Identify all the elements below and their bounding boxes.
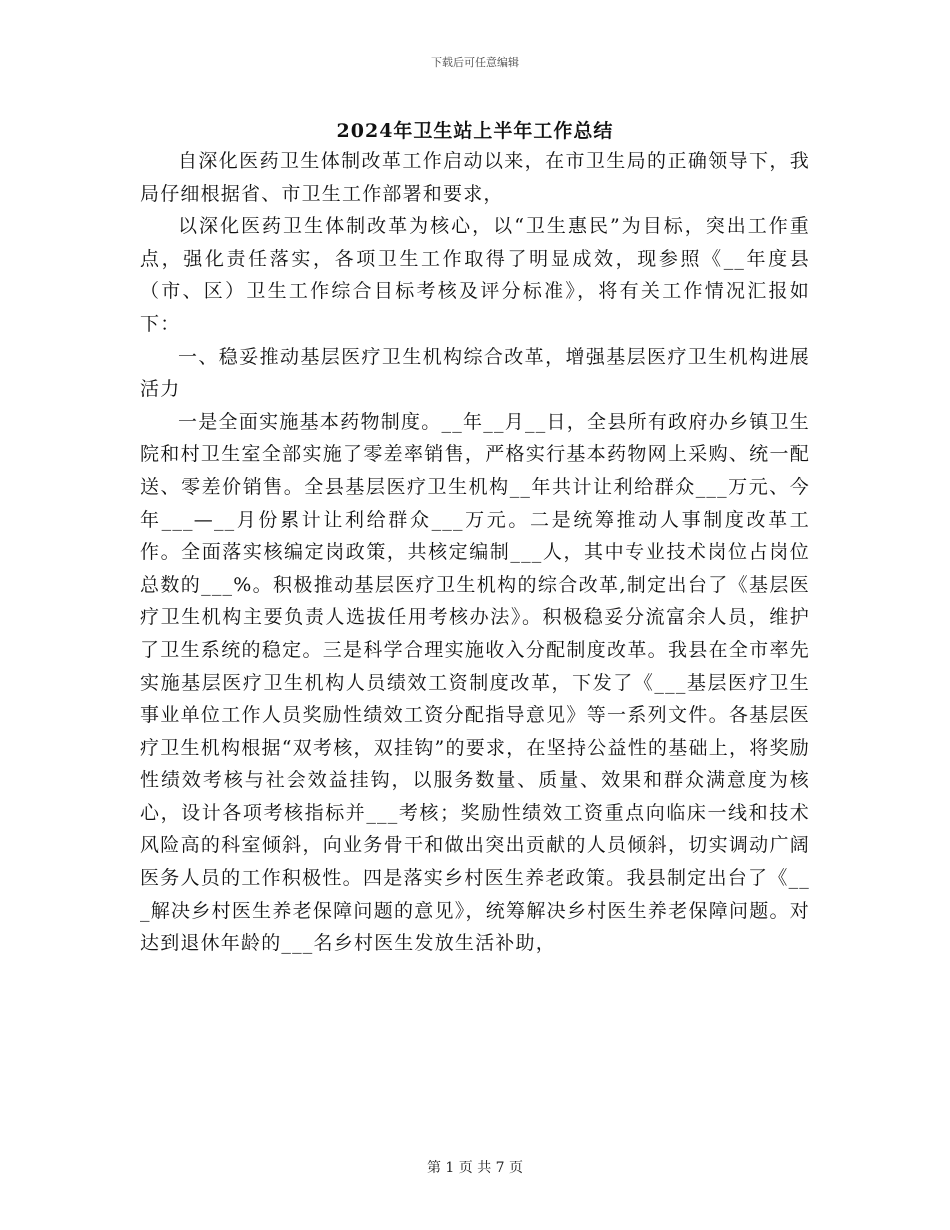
section-heading-1: 一、稳妥推动基层医疗卫生机构综合改革，增强基层医疗卫生机构进展活力	[140, 345, 810, 401]
header-note: 下载后可任意编辑	[431, 56, 519, 69]
document-body	[140, 145, 810, 960]
paragraph-intro: 自深化医药卫生体制改革工作启动以来，在市卫生局的正确领导下，我局仔细根据省、市卫生工作部署和要求，	[140, 150, 810, 205]
paragraph-section-1: 一是全面实施基本药物制度。__年__月__日，全县所有政府办乡镇卫生院和村卫生室全部实施了零差率销售，严格实行基本药物网上采购、统一配送、零差价销售。全县基层医疗卫生机构__年共计让利给群众___万元、今年___—__月份累计让利给群众___万元。二是统筹推动人事制度改革工作。全面落实核编定岗政策，共核定编制___人，其中专业技术岗位占岗位总数的___%。积极推动基层医疗卫生机构的综合改革,制定出台了《基层医疗卫生机构主要负责人选拔任用考核办法》。积极稳妥分流富余人员，维护了卫生系统的稳定。三是科学合理实施收入分配制度改革。我县在全市率先实施基层医疗卫生机构人员绩效工资制度改革，下发了《___基层医疗卫生事业单位工作人员奖励性绩效工资分配指导意见》等一系列文件。各基层医疗卫生机构根据“双考核，双挂钩”的要求，在坚持公益性的基础上，将奖励性绩效考核与社会效益挂钩，以服务数量、质量、效果和群众满意度为核心，设计各项考核指标并___考核；奖励性绩效工资重点向临床一线和技术风险高的科室倾斜，向业务骨干和做出突出贡献的人员倾斜，切实调动广阔医务人员的工作积极性。四是落实乡村医生养老政策。我县制定出台了《___解决乡村医生养老保障问题的意见》，统筹解决乡村医生养老保障问题。对达到退休年龄的___名乡村医生发放生活补助，	[140, 410, 810, 955]
page-number: 第 1 页 共 7 页	[426, 1160, 524, 1176]
document-title: 2024年卫生站上半年工作总结	[336, 120, 614, 142]
paragraph-overview: 以深化医药卫生体制改革为核心，以“卫生惠民”为目标，突出工作重点，强化责任落实，各项卫生工作取得了明显成效，现参照《__年度县（市、区）卫生工作综合目标考核及评分标准》，将有关工作情况汇报如下：	[140, 215, 810, 335]
